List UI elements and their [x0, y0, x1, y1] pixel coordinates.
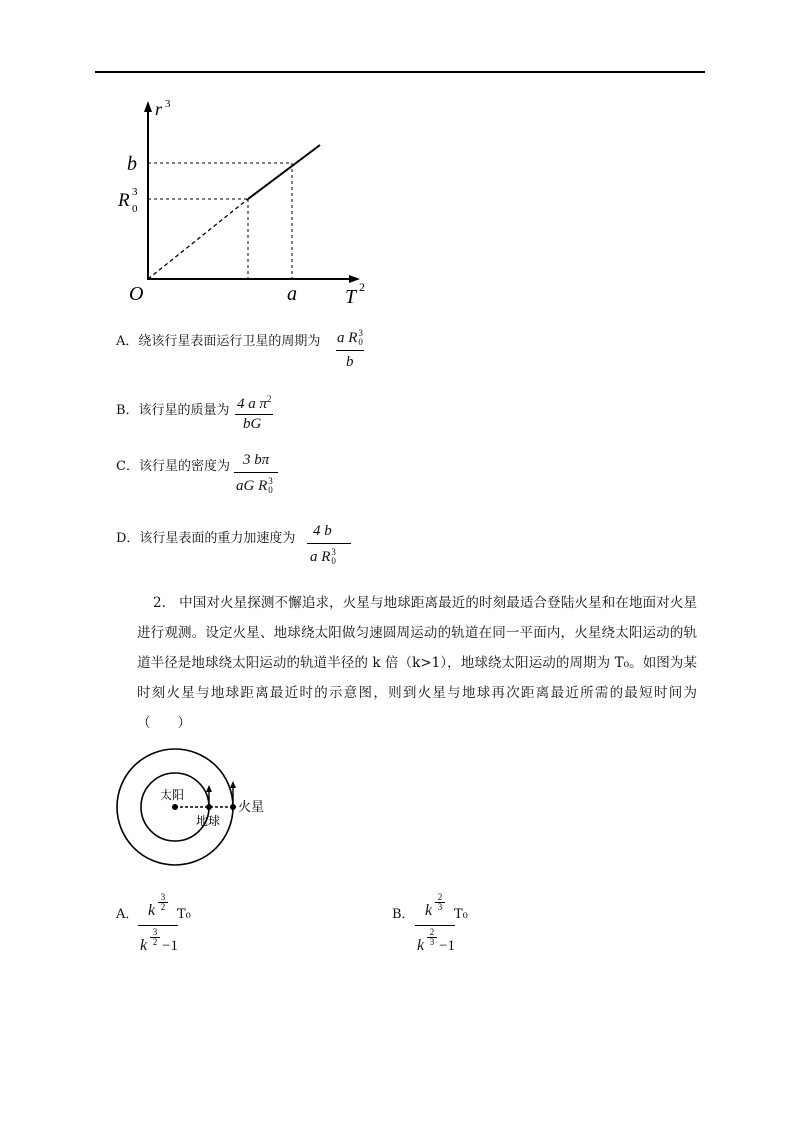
y-axis-exponent: 3 [165, 98, 171, 110]
option-d1-numerator: 4 b [313, 523, 332, 539]
option-b2-num-exp-bot: 3 [437, 902, 443, 912]
y-axis-arrow [144, 101, 152, 112]
option-a2-den-tail: −1 [162, 938, 178, 954]
option-c1-den-sub: 0 [268, 485, 273, 495]
option-a2-num-exp-bot: 2 [160, 902, 166, 912]
header-rule [95, 71, 705, 73]
option-d1-fraction-bar [307, 543, 351, 544]
option-b2-label: B． [392, 907, 415, 922]
question-2 [137, 588, 697, 738]
option-a1-denominator: b [346, 354, 354, 370]
option-b2-den-base: k [417, 937, 425, 954]
r0-tick-label: R [118, 190, 130, 211]
option-a2-den-exp-bot: 2 [152, 937, 158, 947]
option-b2-den-exp-top: 2 [427, 928, 437, 938]
mars-label: 火星 [238, 799, 265, 814]
option-d1-den-sub: 0 [331, 556, 336, 566]
option-a2-den-exp-top: 3 [150, 928, 160, 938]
option-c1-den-base: aG R [236, 478, 268, 494]
x-axis-exponent: 2 [359, 280, 365, 294]
sun-dot [172, 804, 178, 810]
a-tick-label: a [287, 283, 297, 305]
earth-velocity-arrowhead [206, 785, 212, 792]
option-c1-denominator [236, 477, 273, 495]
option-b1-denominator: bG [243, 416, 262, 432]
option-b1-num-sup: 2 [267, 394, 272, 404]
option-d1-text: D．该行星表面的重力加速度为 [116, 531, 296, 546]
b-tick-label: b [127, 153, 137, 175]
orbit-diagram [115, 747, 305, 877]
option-a1-num-base: a R [337, 330, 358, 346]
option-b1-numerator [237, 395, 272, 412]
option-d1-den-base: a R [310, 549, 331, 565]
option-b2-num-exp-top: 2 [435, 893, 445, 903]
sun-label: 太阳 [160, 788, 185, 802]
option-b1-num-base: 4 a π [237, 396, 268, 412]
dashed-origin-line [148, 199, 248, 279]
x-axis-label: T [345, 286, 357, 308]
option-c1-numerator: 3 bπ [243, 452, 270, 468]
option-b2-den-tail: −1 [439, 938, 455, 954]
option-a2-fraction-bar [138, 925, 178, 926]
origin-label: O [129, 283, 144, 305]
option-c1-den-sup: 3 [268, 476, 273, 486]
option-a2-den-base: k [140, 937, 148, 954]
question-2-text: 中国对火星探测不懈追求，火星与地球距离最近的时刻最适合登陆火星和在地面对火星进行观测。设定火星、地球绕太阳做匀速圆周运动的轨道在同一平面内，火星绕太阳运动的轨道半径是地球绕太阳运动的轨道半径的 k 倍（k>1），地球绕太阳运动的周期为 T₀。如图为某时刻火星与地球距离最近时的示意图，则到火星与地球再次距离最近所需的最短时间为（ ） [137, 595, 697, 731]
y-axis-label: r [155, 99, 163, 119]
option-b2-fraction-bar [415, 925, 455, 926]
r0-tick-subscript: 0 [132, 203, 138, 215]
option-a1-num-sub: 0 [358, 337, 363, 347]
r0-tick-superscript: 3 [132, 186, 138, 198]
option-c1-text: C．该行星的密度为 [116, 459, 230, 474]
option-b2-suffix: T₀ [454, 907, 468, 922]
option-a1-text: A．绕该行星表面运行卫星的周期为 [116, 334, 321, 349]
mars-velocity-arrowhead [230, 781, 236, 788]
question-2-number: 2. [153, 595, 166, 611]
option-a1-numerator [337, 329, 363, 347]
option-d1-den-sup: 3 [331, 547, 336, 557]
option-a1-num-sup: 3 [358, 328, 363, 338]
option-b2-den-exp-bot: 3 [429, 937, 435, 947]
option-d1-denominator [310, 548, 336, 566]
r3-t2-graph [105, 95, 385, 310]
option-b1-text: B．该行星的质量为 [116, 403, 230, 418]
earth-label: 地球 [196, 814, 221, 828]
option-a1-fraction-bar [336, 350, 364, 351]
option-b2-num-base: k [425, 902, 433, 919]
option-c1-fraction-bar [234, 472, 278, 473]
solid-graph-line [248, 145, 320, 199]
option-a2-num-base: k [148, 902, 156, 919]
option-a2-num-exp-top: 3 [158, 893, 168, 903]
option-a2-label: A． [116, 907, 139, 922]
option-b1-fraction-bar [235, 414, 273, 415]
option-a2-suffix: T₀ [177, 907, 191, 922]
